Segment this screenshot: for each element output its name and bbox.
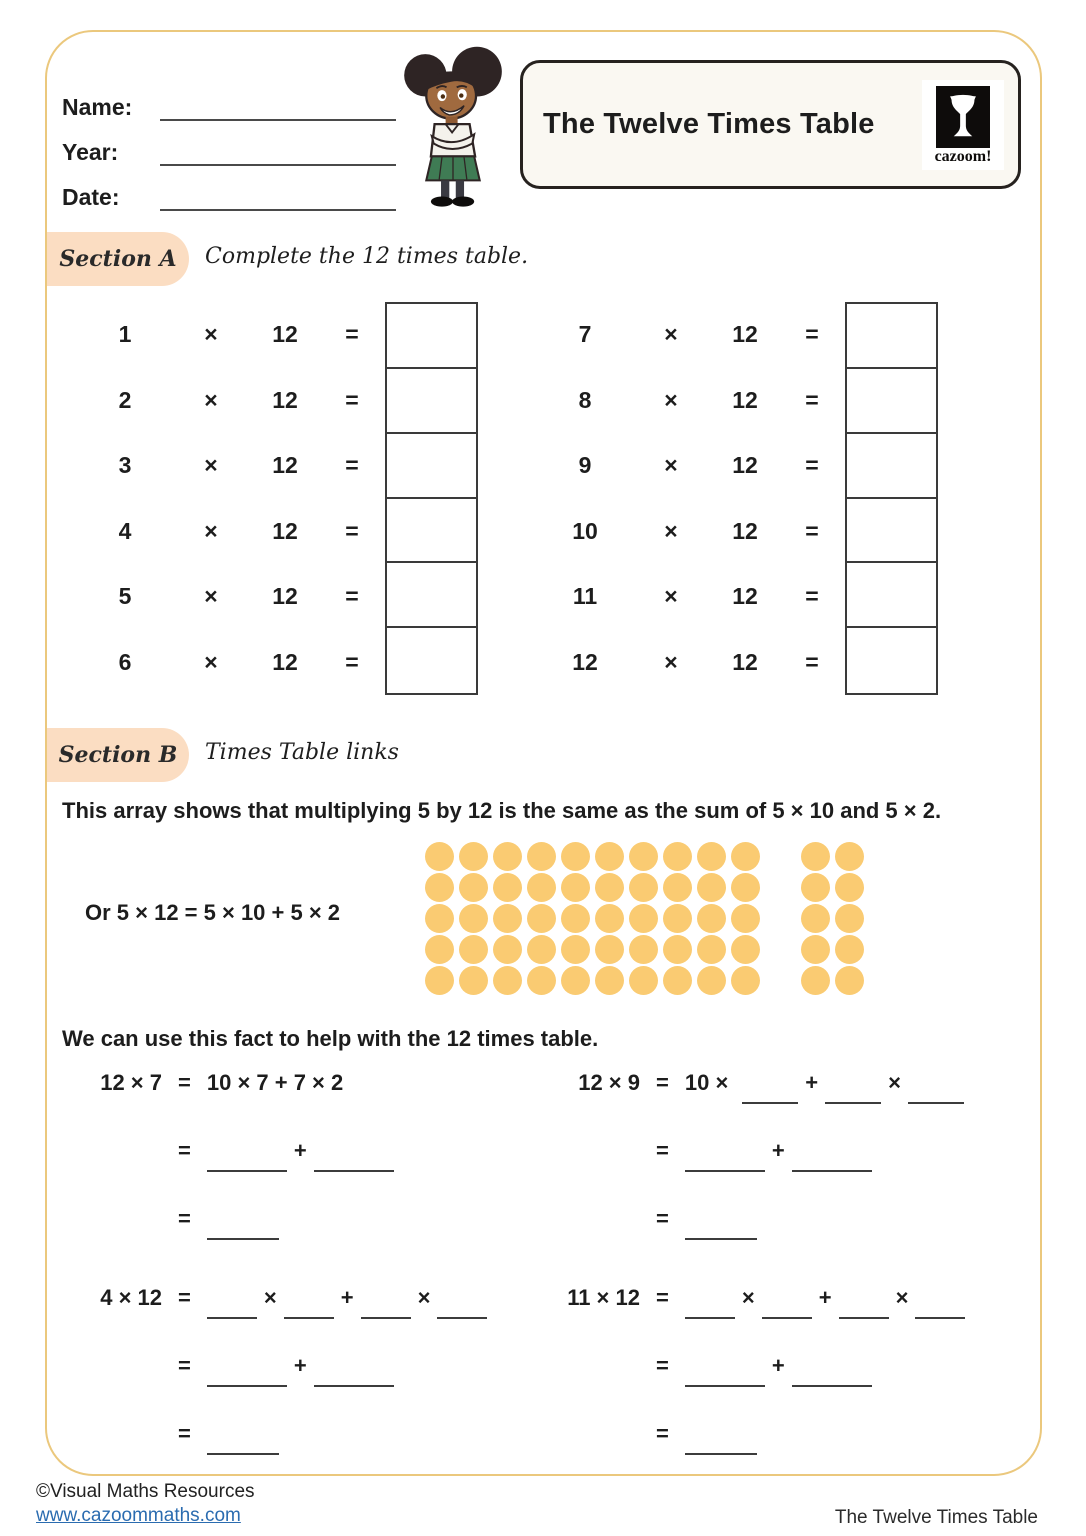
array-dot [697, 873, 726, 902]
answer-box[interactable] [847, 369, 936, 434]
answer-blank[interactable] [437, 1313, 487, 1319]
dot-array [425, 842, 869, 997]
equals-sign: = [805, 452, 819, 479]
array-dot [801, 935, 830, 964]
array-dot [425, 966, 454, 995]
answer-blank[interactable] [207, 1313, 257, 1319]
section-b-instruction: Times Table links [205, 740, 399, 765]
answer-blank[interactable] [825, 1098, 881, 1104]
times-sign: × [888, 1070, 902, 1095]
problem-expansion: 10 × 7 + 7 × 2 [206, 1070, 344, 1095]
array-dot [801, 904, 830, 933]
equals-sign: = [345, 321, 359, 348]
times-table-row [75, 433, 381, 499]
array-dot [493, 966, 522, 995]
problem-lhs: 12 × 9 [578, 1070, 640, 1095]
times-sign: × [204, 386, 218, 413]
multiplier: 12 [272, 648, 298, 675]
page-frame [45, 30, 1042, 1476]
factor: 11 [572, 583, 598, 610]
equals-sign: = [178, 1285, 191, 1310]
factor: 1 [118, 321, 132, 348]
plus-sign: + [818, 1285, 832, 1310]
times-sign: × [204, 321, 218, 348]
answer-box[interactable] [387, 628, 476, 693]
array-dot [459, 873, 488, 902]
date-input-line[interactable] [160, 181, 396, 211]
times-sign: × [204, 583, 218, 610]
equals-sign: = [345, 452, 359, 479]
equals-sign: = [656, 1138, 669, 1163]
array-dot [697, 904, 726, 933]
answer-box[interactable] [847, 434, 936, 499]
array-dot [835, 873, 864, 902]
array-dot [801, 966, 830, 995]
factor: 2 [118, 386, 132, 413]
times-sign: × [263, 1285, 277, 1310]
section-a-pill: Section A [47, 232, 189, 286]
times-table-row [75, 499, 381, 565]
times-table-row [535, 630, 841, 696]
plus-sign: + [340, 1285, 354, 1310]
array-dot [425, 842, 454, 871]
array-dot [731, 904, 760, 933]
array-dot [801, 873, 830, 902]
array-dot [663, 873, 692, 902]
multiplier: 12 [272, 386, 298, 413]
plus-sign: + [771, 1353, 785, 1378]
times-table-row [75, 302, 381, 368]
fact-text: We can use this fact to help with the 12 times table. [62, 1026, 599, 1051]
factor: 6 [118, 648, 132, 675]
times-sign: × [664, 648, 678, 675]
equals-sign: = [656, 1353, 669, 1378]
array-dot [697, 842, 726, 871]
problem-lhs: 11 × 12 [567, 1285, 640, 1310]
array-dot [459, 935, 488, 964]
array-dot [663, 966, 692, 995]
array-dot [835, 935, 864, 964]
plus-sign: + [293, 1138, 307, 1163]
array-dot [561, 842, 590, 871]
equals-sign: = [805, 583, 819, 610]
date-label: Date: [62, 184, 120, 210]
section-b-pill: Section B [47, 728, 189, 782]
dot-row [425, 873, 869, 902]
times-table-row [75, 368, 381, 434]
answer-box[interactable] [387, 563, 476, 628]
answer-box[interactable] [847, 304, 936, 369]
equals-sign: = [178, 1421, 191, 1446]
equals-sign: = [345, 517, 359, 544]
answer-blank[interactable] [207, 1449, 279, 1455]
equals-sign: = [656, 1070, 669, 1095]
array-dot [425, 873, 454, 902]
factor: 7 [578, 321, 592, 348]
array-dot [527, 966, 556, 995]
array-dot [731, 842, 760, 871]
times-sign: × [664, 321, 678, 348]
name-label: Name: [62, 94, 133, 120]
array-dot [595, 935, 624, 964]
equals-sign: = [178, 1070, 191, 1095]
array-dot [595, 904, 624, 933]
array-dot [697, 935, 726, 964]
equals-sign: = [178, 1353, 191, 1378]
times-table-row [535, 302, 841, 368]
equals-sign: = [345, 583, 359, 610]
answer-box[interactable] [387, 304, 476, 369]
answer-blank[interactable] [915, 1313, 965, 1319]
multiplier: 12 [732, 321, 758, 348]
array-dot [595, 873, 624, 902]
array-dot [629, 842, 658, 871]
times-table-row [535, 368, 841, 434]
answer-blank[interactable] [361, 1313, 411, 1319]
times-table-row [75, 630, 381, 696]
answer-box[interactable] [387, 369, 476, 434]
worksheet-title: The Twelve Times Table [543, 108, 875, 140]
equals-sign: = [805, 386, 819, 413]
times-table-row [535, 499, 841, 565]
equals-sign: = [345, 648, 359, 675]
array-dot [493, 873, 522, 902]
array-dot [527, 842, 556, 871]
equals-sign: = [178, 1206, 191, 1231]
times-sign: × [664, 386, 678, 413]
array-dot [493, 842, 522, 871]
array-dot [425, 904, 454, 933]
answer-blank[interactable] [685, 1381, 765, 1387]
times-sign: × [895, 1285, 909, 1310]
header-fields [62, 76, 396, 211]
answer-blank[interactable] [314, 1381, 394, 1387]
dot-row [425, 935, 869, 964]
multiplier: 12 [272, 583, 298, 610]
answer-blank[interactable] [792, 1381, 872, 1387]
answer-box[interactable] [847, 499, 936, 564]
array-dot [663, 842, 692, 871]
year-field-row [62, 121, 396, 166]
times-sign: × [664, 583, 678, 610]
answer-blank[interactable] [207, 1381, 287, 1387]
plus-sign: + [805, 1070, 819, 1095]
array-dot [493, 904, 522, 933]
date-field-row [62, 166, 396, 211]
name-input-line[interactable] [160, 91, 396, 121]
array-dot [595, 842, 624, 871]
multiplier: 12 [272, 321, 298, 348]
dot-row [425, 842, 869, 871]
array-dot [493, 935, 522, 964]
factor: 10 [572, 517, 598, 544]
array-dot [731, 873, 760, 902]
answer-blank[interactable] [685, 1449, 757, 1455]
array-dot [835, 904, 864, 933]
multiplier: 12 [272, 452, 298, 479]
times-sign: × [204, 648, 218, 675]
array-dot [459, 966, 488, 995]
cazoom-logo-text: cazoom! [934, 147, 992, 165]
array-dot [731, 966, 760, 995]
answer-column-left [385, 302, 478, 695]
plus-sign: + [293, 1353, 307, 1378]
name-field-row [62, 76, 396, 121]
equals-sign: = [345, 386, 359, 413]
year-label: Year: [62, 139, 119, 165]
array-dot [527, 873, 556, 902]
array-dot [663, 904, 692, 933]
answer-column-right [845, 302, 938, 695]
answer-box[interactable] [847, 563, 936, 628]
factor: 12 [572, 648, 598, 675]
array-dot [835, 966, 864, 995]
answer-blank[interactable] [284, 1313, 334, 1319]
multiplier: 12 [272, 517, 298, 544]
array-dot [561, 966, 590, 995]
answer-blank[interactable] [207, 1234, 279, 1240]
answer-blank[interactable] [792, 1166, 872, 1172]
dot-row [425, 904, 869, 933]
dot-row [425, 966, 869, 995]
times-sign: × [417, 1285, 431, 1310]
array-dot [629, 935, 658, 964]
array-dot [595, 966, 624, 995]
array-dot [731, 935, 760, 964]
array-dot [629, 904, 658, 933]
answer-blank[interactable] [839, 1313, 889, 1319]
factor: 4 [118, 517, 132, 544]
array-dot [459, 842, 488, 871]
array-dot [801, 842, 830, 871]
equals-sign: = [805, 321, 819, 348]
equals-sign: = [656, 1285, 669, 1310]
times-table-row [535, 433, 841, 499]
array-dot [835, 842, 864, 871]
cazoommaths-link[interactable]: www.cazoommaths.com [36, 1505, 241, 1526]
times-table-row [535, 564, 841, 630]
answer-blank[interactable] [207, 1166, 287, 1172]
multiplier: 12 [732, 648, 758, 675]
student-character-illustration [397, 44, 509, 208]
array-dot [527, 935, 556, 964]
times-sign: × [664, 452, 678, 479]
array-dot [561, 935, 590, 964]
equals-sign: = [656, 1421, 669, 1446]
times-sign: × [664, 517, 678, 544]
equals-sign: = [805, 517, 819, 544]
equals-sign: = [805, 648, 819, 675]
array-dot [425, 935, 454, 964]
array-dot [527, 904, 556, 933]
answer-box[interactable] [847, 628, 936, 693]
times-sign: × [204, 517, 218, 544]
copyright-text: ©Visual Maths Resources [36, 1481, 255, 1502]
multiplier: 12 [732, 386, 758, 413]
answer-blank[interactable] [742, 1098, 798, 1104]
equals-sign: = [178, 1138, 191, 1163]
problem-lhs: 4 × 12 [100, 1285, 162, 1310]
array-dot [663, 935, 692, 964]
array-dot [629, 873, 658, 902]
factor: 9 [578, 452, 592, 479]
worksheet-title-box [520, 60, 1021, 189]
times-sign: × [204, 452, 218, 479]
multiplier: 12 [732, 452, 758, 479]
array-dot [629, 966, 658, 995]
array-dot [697, 966, 726, 995]
answer-blank[interactable] [908, 1098, 964, 1104]
times-table-row [75, 564, 381, 630]
factor: 3 [118, 452, 132, 479]
answer-blank[interactable] [685, 1234, 757, 1240]
answer-box[interactable] [387, 434, 476, 499]
answer-blank[interactable] [314, 1166, 394, 1172]
problem-lhs: 12 × 7 [100, 1070, 162, 1095]
answer-blank[interactable] [685, 1313, 735, 1319]
drum-icon [936, 86, 990, 148]
equals-sign: = [656, 1206, 669, 1231]
array-dot [561, 873, 590, 902]
or-equation-text: Or 5 × 12 = 5 × 10 + 5 × 2 [85, 900, 341, 925]
array-intro-text: This array shows that multiplying 5 by 12 is the same as the sum of 5 × 10 and 5 × 2. [62, 798, 942, 823]
answer-box[interactable] [387, 499, 476, 564]
factor: 8 [578, 386, 592, 413]
times-sign: × [741, 1285, 755, 1310]
array-dot [459, 904, 488, 933]
footer-worksheet-title: The Twelve Times Table [834, 1507, 1038, 1528]
array-dot [561, 904, 590, 933]
cazoom-logo [922, 80, 1004, 170]
multiplier: 12 [732, 583, 758, 610]
plus-sign: + [771, 1138, 785, 1163]
year-input-line[interactable] [160, 136, 396, 166]
multiplier: 12 [732, 517, 758, 544]
answer-blank[interactable] [685, 1166, 765, 1172]
answer-blank[interactable] [762, 1313, 812, 1319]
factor: 5 [118, 583, 132, 610]
problem-expansion-prefix: 10 × [684, 1070, 729, 1095]
section-a-instruction: Complete the 12 times table. [205, 244, 529, 269]
